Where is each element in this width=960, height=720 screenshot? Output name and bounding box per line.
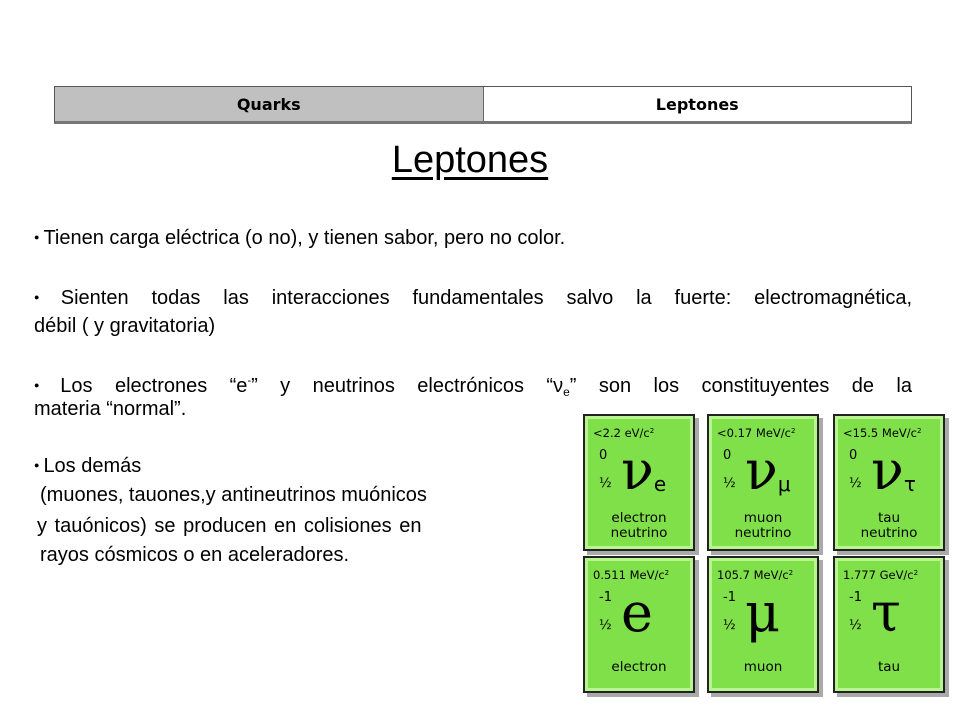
particle-card-muon-neutrino [707, 414, 819, 551]
charge-label: -1 [723, 590, 736, 605]
particle-card-tau-neutrino [833, 414, 945, 551]
particle-name: electron [611, 659, 667, 675]
particle-card-electron [583, 556, 695, 693]
spin-label: ½ [849, 618, 862, 633]
bullet-paragraph-2-line-2: débil ( y gravitatoria) [34, 315, 216, 337]
paragraph-text: Los demás [43, 455, 142, 477]
lepton-card-grid [575, 408, 945, 708]
particle-card-muon [707, 556, 819, 693]
electron-charge-sup: - [247, 375, 252, 387]
paragraph-text: Tienen carga eléctrica (o no), y tienen sabor, pero no color. [43, 227, 566, 249]
particle-name: electron neutrino [610, 510, 668, 541]
particle-symbol: τ [871, 581, 901, 644]
spin-label: ½ [599, 476, 612, 491]
paragraph-4-line-4: rayos cósmicos o en aceleradores. [40, 544, 350, 566]
charge-label: 0 [849, 448, 858, 463]
mass-label: 105.7 MeV/$c^2$ [717, 568, 794, 582]
paragraph-text: ” y neutrinos electrónicos “ν [251, 375, 564, 397]
charge-label: -1 [849, 590, 862, 605]
spin-label: ½ [723, 476, 736, 491]
paragraph-4-line-3: y tauónicos) se producen en colisiones en [37, 515, 422, 537]
particle-card-electron-neutrino [583, 414, 695, 551]
mass-label: 0.511 MeV/$c^2$ [593, 568, 670, 582]
particle-name: tau neutrino [860, 510, 918, 541]
bullet-icon: ● [34, 379, 57, 390]
bullet-icon: ● [34, 459, 40, 470]
spin-label: ½ [849, 476, 862, 491]
bullet-icon: ● [34, 291, 57, 302]
particle-symbol: e [621, 581, 653, 644]
particle-card-tau [833, 556, 945, 693]
page-title: Leptones [391, 139, 549, 181]
bullet-paragraph-3-line-2: materia “normal”. [34, 398, 187, 420]
particle-name: muon [743, 659, 783, 675]
bullet-paragraph-4 [34, 452, 434, 481]
tab-quarks[interactable]: Quarks [55, 87, 484, 121]
paragraph-text: Los electrones “e [60, 375, 248, 397]
paragraph-text: ” son los constituyentes de la [569, 375, 912, 397]
particle-name: muon neutrino [734, 510, 792, 541]
tab-bar [54, 86, 912, 124]
particle-symbol: ντ [871, 439, 916, 502]
particle-symbol: μ [745, 581, 781, 644]
charge-label: 0 [723, 448, 732, 463]
particle-name: tau [877, 659, 901, 675]
bullet-paragraph-2-line-1 [34, 284, 912, 313]
charge-label: 0 [599, 448, 608, 463]
bullet-icon: ● [34, 231, 40, 242]
mass-label: 1.777 GeV/$c^2$ [843, 568, 919, 582]
tab-leptones[interactable]: Leptones [484, 87, 912, 121]
paragraph-text: Sienten todas las interacciones fundamentales salvo la fuerte: electromagnética, [60, 287, 912, 309]
charge-label: -1 [599, 590, 612, 605]
mass-label: <15.5 MeV/$c^2$ [843, 426, 922, 440]
particle-symbol: νμ [745, 439, 791, 502]
particle-symbol: νe [621, 439, 667, 502]
bullet-paragraph-1 [34, 224, 714, 253]
spin-label: ½ [723, 618, 736, 633]
neutrino-flavor-sub: e [563, 385, 570, 399]
spin-label: ½ [599, 618, 612, 633]
mass-label: <0.17 MeV/$c^2$ [717, 426, 796, 440]
paragraph-4-line-2: (muones, tauones,y antineutrinos muónicos [40, 484, 427, 506]
mass-label: <2.2 $eV/c^2$ [593, 426, 655, 440]
